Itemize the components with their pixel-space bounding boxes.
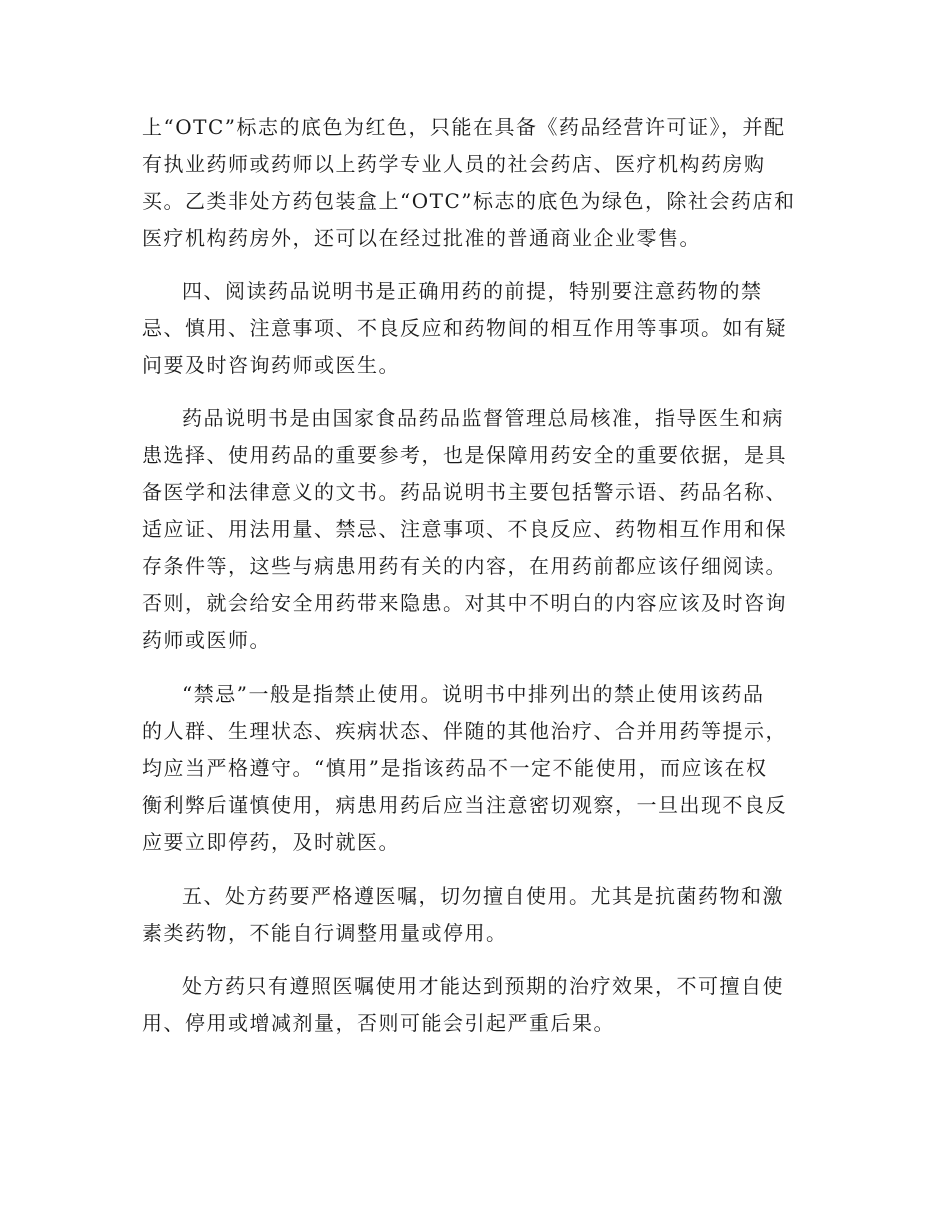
paragraph-4-line-4: 衡利弊后谨慎使用，病患用药后应当注意密切观察，一旦出现不良反	[142, 793, 787, 817]
paragraph-6-line-1: 处方药只有遵照医嘱使用才能达到预期的治疗效果，不可擅自使	[182, 974, 784, 998]
paragraph-3-line-2: 患选择、使用药品的重要参考，也是保障用药安全的重要依据，是具	[142, 443, 787, 467]
paragraph-1-line-2: 有执业药师或药师以上药学专业人员的社会药店、医疗机构药房购	[142, 152, 766, 176]
paragraph-2-line-1: 四、阅读药品说明书是正确用药的前提，特别要注意药物的禁	[182, 279, 763, 303]
paragraph-3-line-1: 药品说明书是由国家食品药品监督管理总局核准，指导医生和病	[182, 406, 784, 430]
paragraph-3-line-5: 存条件等，这些与病患用药有关的内容，在用药前都应该仔细阅读。	[142, 554, 787, 578]
paragraph-4-line-2: 的人群、生理状态、疾病状态、伴随的其他治疗、合并用药等提示，	[142, 719, 787, 743]
paragraph-1-line-4: 医疗机构药房外，还可以在经过批准的普通商业企业零售。	[142, 226, 701, 250]
paragraph-5-line-1: 五、处方药要严格遵医嘱，切勿擅自使用。尤其是抗菌药物和激	[182, 884, 784, 908]
paragraph-2-line-2: 忌、慎用、注意事项、不良反应和药物间的相互作用等事项。如有疑	[142, 316, 787, 340]
paragraph-3-line-3: 备医学和法律意义的文书。药品说明书主要包括警示语、药品名称、	[142, 480, 787, 504]
paragraph-3-line-6: 否则，就会给安全用药带来隐患。对其中不明白的内容应该及时咨询	[142, 591, 787, 615]
paragraph-4-line-1: “禁忌”一般是指禁止使用。说明书中排列出的禁止使用该药品	[182, 682, 765, 706]
paragraph-4-line-3: 均应当严格遵守。“慎用”是指该药品不一定不能使用，而应该在权	[142, 756, 768, 780]
paragraph-3-line-7: 药师或医师。	[142, 628, 271, 652]
paragraph-3-line-4: 适应证、用法用量、禁忌、注意事项、不良反应、药物相互作用和保	[142, 517, 787, 541]
paragraph-1-line-3: 买。乙类非处方药包装盒上“OTC”标志的底色为绿色，除社会药店和	[142, 189, 796, 213]
paragraph-6-line-2: 用、停用或增减剂量，否则可能会引起严重后果。	[142, 1011, 615, 1035]
paragraph-5-line-2: 素类药物，不能自行调整用量或停用。	[142, 921, 508, 945]
paragraph-1-line-1: 上“OTC”标志的底色为红色，只能在具备《药品经营许可证》，并配	[142, 115, 786, 139]
paragraph-2-line-3: 问要及时咨询药师或医生。	[142, 353, 400, 377]
paragraph-4-line-5: 应要立即停药，及时就医。	[142, 830, 400, 854]
